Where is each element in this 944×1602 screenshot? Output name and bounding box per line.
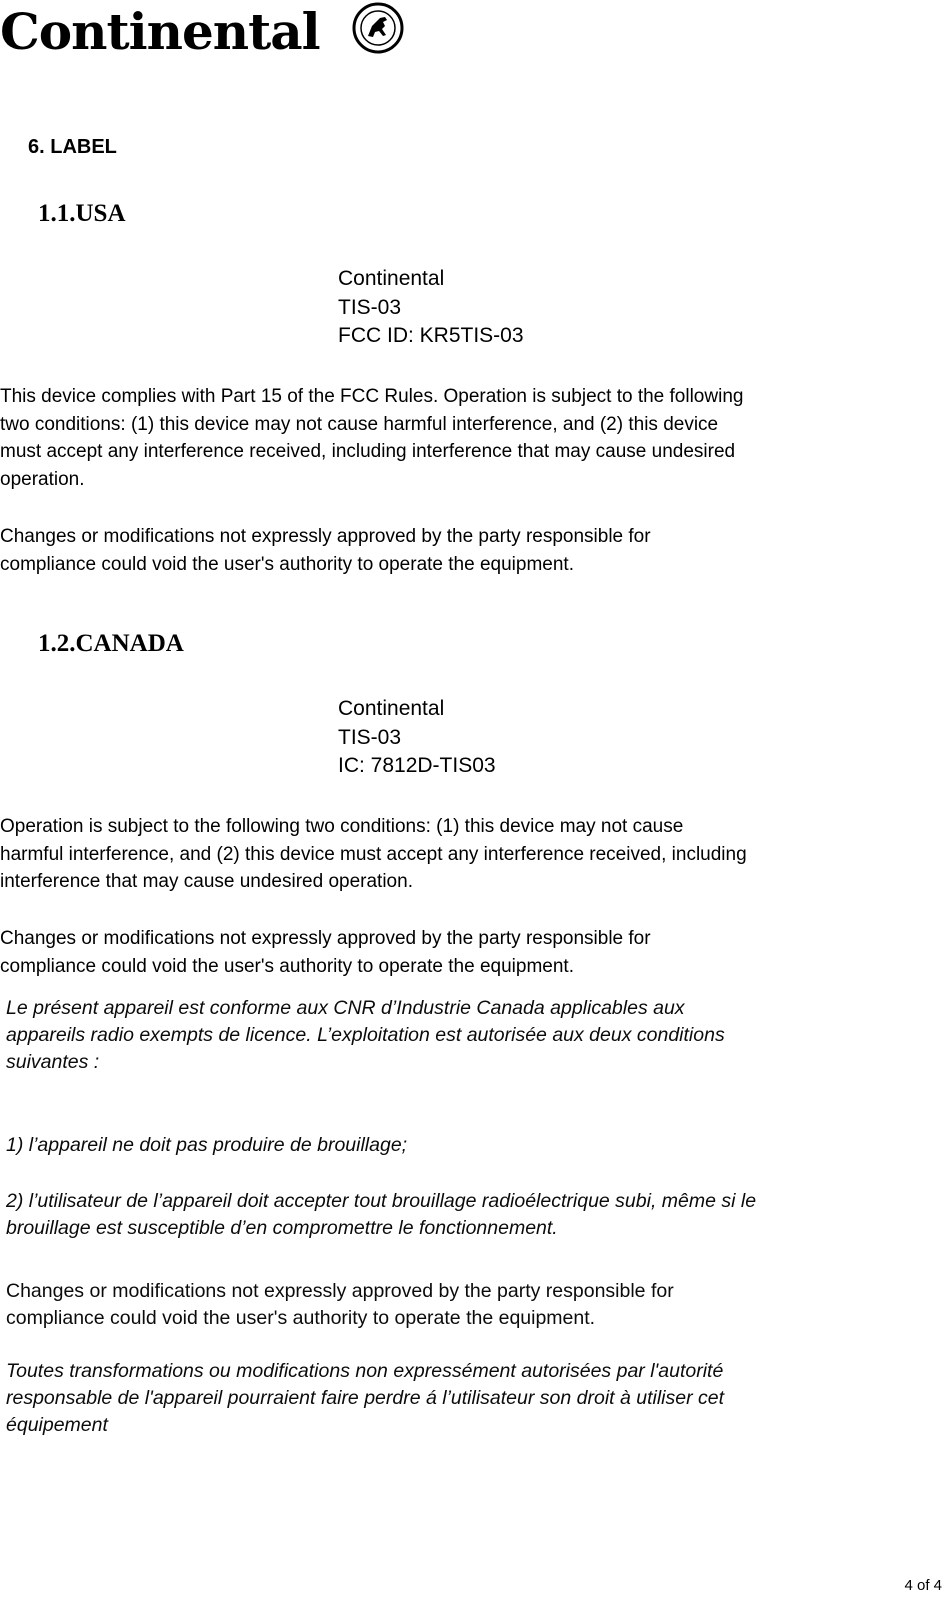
usa-heading: 1.1.USA — [38, 200, 126, 227]
text-line: This device complies with Part 15 of the FCC Rules. Operation is subject to the following — [0, 386, 744, 407]
text-line: Changes or modifications not expressly approved by the party responsible for — [0, 526, 651, 547]
section-heading: 6. LABEL — [28, 136, 117, 158]
text-line: compliance could void the user's authority to operate the equipment. — [6, 1307, 596, 1329]
canada-label-block — [338, 695, 496, 781]
canada-operation-paragraph — [0, 813, 944, 896]
text-line: Toutes transformations ou modifications non expressément autorisées par l'autorité — [6, 1360, 724, 1382]
text-line: 2) l’utilisateur de l’appareil doit accepter tout brouillage radioélectrique subi, même si le — [6, 1190, 757, 1212]
text-line: Changes or modifications not expressly approved by the party responsible for — [0, 928, 651, 949]
text-line: suivantes : — [6, 1051, 100, 1073]
text-line: équipement — [6, 1414, 108, 1436]
usa-label-brand: Continental — [338, 267, 445, 290]
text-line: compliance could void the user's authority to operate the equipment. — [0, 955, 574, 977]
usa-label-fcc-id: FCC ID: KR5TIS-03 — [338, 324, 524, 347]
logo-wordmark: Continental — [0, 2, 320, 61]
text-line: brouillage est susceptible d’en compromettre le fonctionnement. — [6, 1217, 558, 1239]
text-line: Le présent appareil est conforme aux CNR d’Industrie Canada applicables aux — [6, 997, 685, 1019]
french-intro-paragraph — [6, 995, 936, 1076]
text-line: compliance could void the user's authority to operate the equipment. — [0, 553, 574, 575]
text-line: must accept any interference received, including interference that may cause undesired — [0, 441, 736, 462]
text-line: interference that may cause undesired operation. — [0, 871, 413, 892]
canada-label-ic: IC: 7812D-TIS03 — [338, 754, 496, 777]
usa-label-model: TIS-03 — [338, 295, 402, 319]
french-condition-2 — [6, 1188, 936, 1242]
canada-label-model: TIS-03 — [338, 725, 402, 749]
text-line: two conditions: (1) this device may not cause harmful interference, and (2) this device — [0, 413, 719, 435]
canada-changes-paragraph — [0, 925, 944, 980]
horse-seal-icon — [352, 2, 404, 54]
french-toutes-paragraph — [6, 1358, 936, 1439]
usa-label-block — [338, 265, 524, 351]
canada-heading: 1.2.CANADA — [38, 630, 184, 657]
text-line: harmful interference, and (2) this device must accept any interference received, including — [0, 843, 747, 865]
canada-label-brand: Continental — [338, 697, 445, 720]
text-line: operation. — [0, 468, 85, 490]
text-line: Operation is subject to the following two conditions: (1) this device may not cause — [0, 816, 684, 837]
french-changes-paragraph — [6, 1278, 936, 1332]
text-line: responsable de l'appareil pourraient faire perdre á l’utilisateur son droit à utiliser cet — [6, 1387, 725, 1409]
text-line: Changes or modifications not expressly approved by the party responsible for — [6, 1280, 674, 1302]
usa-compliance-paragraph — [0, 383, 944, 493]
text-line: appareils radio exempts de licence. L’exploitation est autorisée aux deux conditions — [6, 1024, 725, 1046]
french-condition-1: 1) l’appareil ne doit pas produire de brouillage; — [6, 1134, 408, 1156]
page-number: 4 of 4 — [904, 1577, 942, 1594]
usa-changes-paragraph — [0, 523, 944, 578]
continental-logo — [0, 0, 410, 70]
